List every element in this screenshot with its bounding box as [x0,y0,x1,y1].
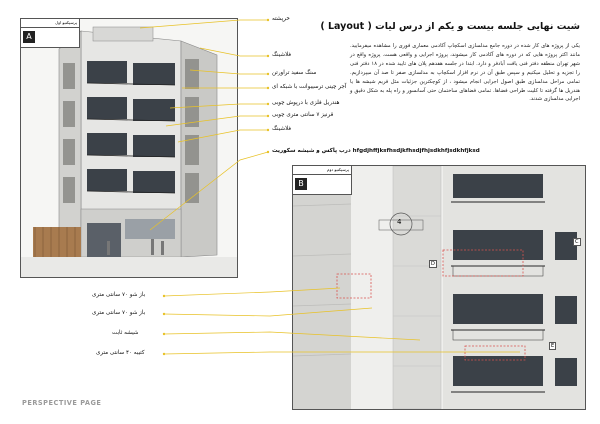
detail-tag-d: D [431,261,435,267]
building-rendering-b [293,166,585,409]
annotation-flashing-bottom: فلاشینگ [272,126,292,132]
title-block-b [293,166,352,195]
detail-tag-c: C [575,239,579,245]
annotation-travertine: سنگ سفید تراورتن [272,70,317,76]
annotation-transom-40: کتیبه ۴۰ سانتی متری [96,350,145,356]
page-title: شیت نهایی جلسه بیست و یکم از درس لیات ( Layout ) [320,21,580,32]
title-block-number: B [295,178,307,190]
annotation-door: درب پاکس و شیشه سکوریت hfgdjhffjksfhsdjkfhsdjfhjsdkhfjsdkhfjksd [272,148,480,154]
annotation-handrail: هندریل فلزی با درپوش چوبی [272,100,340,106]
annotation-opening-70-a: باز شو ۷۰ سانتی متری [92,292,146,298]
building-rendering-a [21,19,237,277]
annotation-fixed-glass: شیشه ثابت [112,330,139,336]
annotation-brick: آجر چینی ترسیبوانت با شبکه ای [272,84,347,90]
perspective-panel-a [20,18,238,278]
annotation-flashing-top: فلاشینگ [272,52,292,58]
detail-tag-e: E [551,343,555,349]
description-paragraph: یکی از پروژه های کار شده در دوره جامع مدلسازی اسکچاپ آکادمی معماری فوری را مشاهده میفرمایید. مانند اکثر پروژه هایی که در دوره های آکادمی کار میشوند، پروژه اجرایی و واقعی هست. پروژه واقع در شهر تهران منطقه دفتر فنی یافت آبادفر و دارد. ابتدا در جلسه هفدهم پلان های تایید شده در ۱۸ دفتر فنی را تجزیه و تحلیل میکنیم و سپس طبق آن در نرم افزار اسکچاپ به مدلسازی صفر تا صد آن میپردازیم. تمامی مراحل مدلسازی طبق اصول اجرایی انجام میشود ، از کوچکترین جزئیات مثل فریم شیشه ها یا هندریل ها گرفته تا کلیت طراحی فضاها. تمامی فضاهای ساختمان حتی آسانسور و راه پله به شکل دقیق و اجرایی مدلسازی شدند. [350,43,580,103]
callout-number: 4 [397,218,402,226]
annotation-opening-70-b: باز شو ۷۰ سانتی متری [92,310,146,316]
perspective-panel-b [292,165,586,410]
title-block-number: A [23,31,35,43]
title-block-label: پرسپکتیو اول [21,19,79,28]
page-footer: PERSPECTIVE PAGE [22,399,102,407]
annotation-roof: خرپشته [272,16,290,22]
title-block-label: پرسپکتیو دوم [293,166,351,175]
title-block-a [21,19,80,48]
annotation-skirting: قرنیز ۷ سانتی متری چوبی [272,112,334,118]
